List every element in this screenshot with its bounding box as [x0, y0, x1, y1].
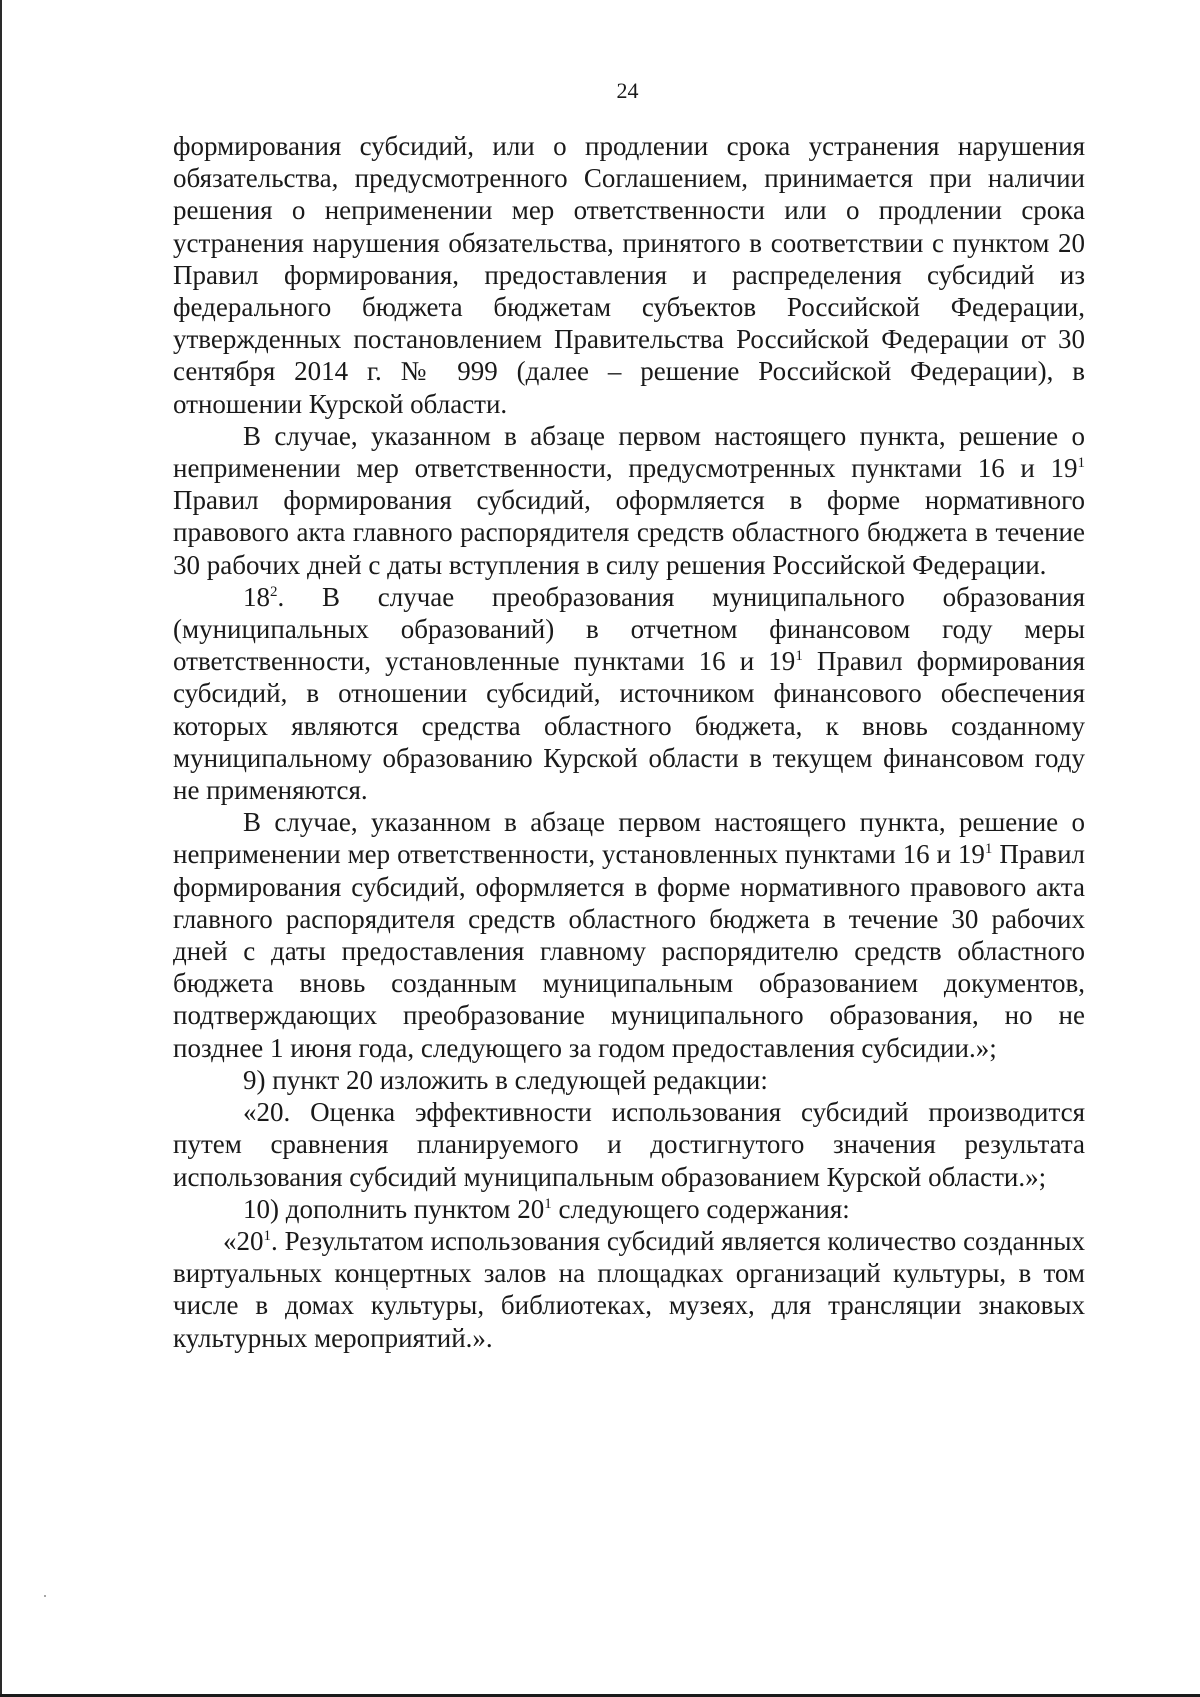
- text-run: следующего содержания:: [551, 1193, 850, 1224]
- text-run: В случае, указанном в абзаце первом настоящего пункта, решение о неприменении мер ответственности, установленных пунктами 16 и 19: [173, 807, 1085, 870]
- text-run: «20: [223, 1225, 264, 1256]
- text-run: В случае, указанном в абзаце первом настоящего пункта, решение о неприменении мер ответственности, предусмотренных пунктами 16 и 19: [173, 420, 1085, 484]
- paragraph-continuation: [173, 130, 1085, 420]
- paragraph-amendment-9: [173, 1064, 1085, 1096]
- paragraph-item-20-1: [173, 1225, 1085, 1354]
- text-run: Правил формирования субсидий, оформляется в форме нормативного правового акта главного распорядителя средств областного бюджета в течение 30 рабочих дней с даты вступления в силу решения Российской Федерации.: [173, 485, 1085, 580]
- superscript-index: 1: [1077, 455, 1085, 472]
- superscript-index: 1: [795, 648, 803, 665]
- document-body: [173, 130, 1085, 1354]
- paragraph-item-18-2: [173, 581, 1085, 806]
- text-run: 18: [243, 581, 270, 612]
- text-run: «20. Оценка эффективности использования субсидий производится путем сравнения планируемого и достигнутого значения результата использования субсидий муниципальным образованием Курской области.»;: [173, 1097, 1085, 1192]
- paragraph-case-18-1: [173, 420, 1085, 581]
- text-run: Правил формирования субсидий, в отношении субсидий, источником финансового обеспечения которых являются средства областного бюджета, к вновь созданному муниципальному образованию Курской области в текущем финансовом году не применяются.: [173, 646, 1086, 806]
- superscript-index: 1: [984, 841, 993, 858]
- superscript-index: 1: [263, 1227, 271, 1244]
- text-run: . Результатом использования субсидий является количество созданных виртуальных концертных залов на площадках организаций культуры, в том числе в домах культуры, библиотеках, музеях, для трансляции знаковых культурных мероприятий.».: [173, 1225, 1085, 1353]
- page-number: 24: [616, 78, 639, 103]
- text-run: 9) пункт 20 изложить в следующей редакции:: [243, 1064, 768, 1095]
- superscript-index: 1: [544, 1195, 552, 1212]
- scan-left-edge: [0, 0, 2, 1697]
- text-run: . В случае преобразования муниципального образования (муниципальных образований) в отчетном финансовом году меры ответственности, установленные пунктами 16 и 19: [173, 581, 1085, 677]
- paragraph-amendment-10: [173, 1193, 1085, 1225]
- text-run: формирования субсидий, или о продлении срока устранения нарушения обязательства, предусмотренного Соглашением, принимается при наличии решения о неприменении мер ответственности или о продлении срока устранения нарушения обязательства, принятого в соответствии с пунктом 20 Правил формирования, предоставления и распределения субсидий из федерального бюджета бюджетам субъектов Российской Федерации, утвержденных постановлением Правительства Российской Федерации от 30 сентября 2014 г. № 999 (далее – решение Российской Федерации), в отношении Курской области.: [173, 131, 1085, 419]
- paragraph-case-18-2: [173, 806, 1085, 1064]
- text-run: Правил формирования субсидий, оформляется в форме нормативного правового акта главного распорядителя средств областного бюджета в течение 30 рабочих дней с даты предоставления главному распорядителю средств областного бюджета вновь созданным муниципальным образованием документов, подтверждающих преобразование муниципального образования, но не позднее 1 июня года, следующего за годом предоставления субсидии.»;: [173, 839, 1085, 1063]
- superscript-index: 2: [270, 583, 278, 600]
- text-run: 10) дополнить пунктом 20: [243, 1193, 545, 1224]
- paragraph-item-20: [173, 1096, 1085, 1193]
- scan-speck: [44, 1595, 46, 1597]
